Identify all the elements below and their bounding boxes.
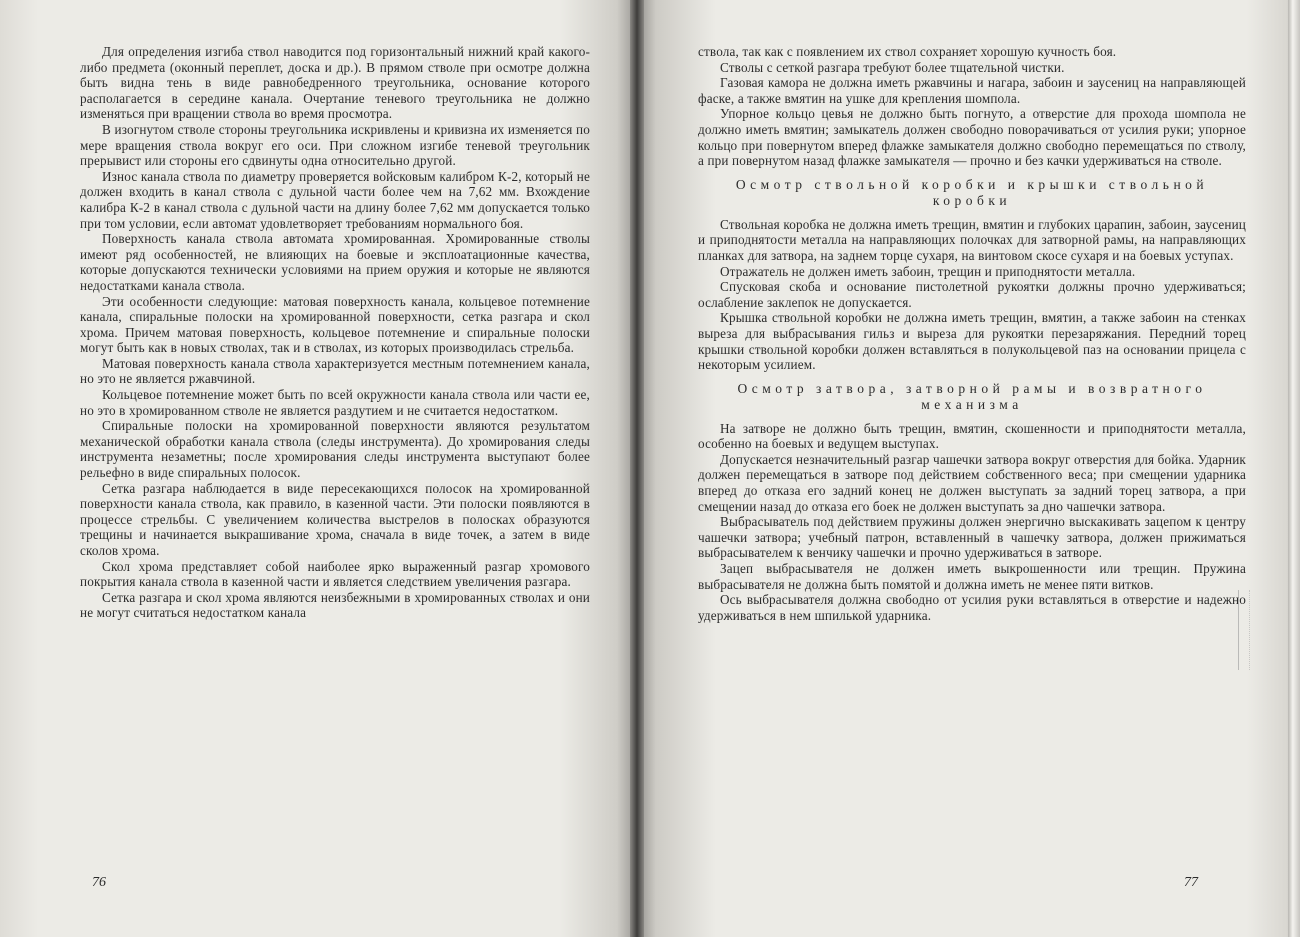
paragraph: Кольцевое потемнение может быть по всей окружности канала ствола или части ее, но это в хромированном стволе не является раздутием и не считается недостатком. (80, 387, 590, 418)
paragraph: Для определения изгиба ствол наводится под горизонтальный нижний край какого-либо предмета (оконный переплет, доска и др.). В прямом стволе при осмотре должна быть видна тень в виде равнобедренного треугольника, основание которого располагается в середине канала. Очертание теневого треугольника не должно изменяться при вращении ствола во время просмотра. (80, 44, 590, 122)
paragraph: Выбрасыватель под действием пружины должен энергично выскакивать зацепом к центру чашечки затвора; учебный патрон, вставленный в чашечку затвора, должен прижиматься выбрасывателем к венчику чашечки и прочно удерживаться в затворе. (698, 514, 1246, 561)
paragraph: Допускается незначительный разгар чашечки затвора вокруг отверстия для бойка. Ударник должен перемещаться в затворе под действием собственного веса; при смещении ударника вперед до отказа его задний конец не должен выступать за задний торец затвора, а при смещении назад до отказа его боек не должен выступать за дно чашечки затвора. (698, 451, 1246, 514)
margin-mark (1238, 590, 1250, 670)
paragraph: Сетка разгара наблюдается в виде пересекающихся полосок на хромированной поверхности канала ствола, как правило, в казенной части. Эти полоски появляются в процессе стрельбы. С увеличением количества выстрелов в полосках образуются трещины и начинается выкрашивание хрома, сначала в виде точек, а затем в виде сколов хрома. (80, 480, 590, 558)
paragraph: Эти особенности следующие: матовая поверхность канала, кольцевое потемнение канала, спиральные полоски на хромированной поверхности, сетка разгара и скол хрома. Причем матовая поверхность, кольцевое потемнение и спиральные полоски могут быть как в новых стволах, так и в стволах, из которых производилась стрельба. (80, 293, 590, 356)
paragraph: Матовая поверхность канала ствола характеризуется местным потемнением канала, но это не является ржавчиной. (80, 355, 590, 387)
paragraph: На затворе не должно быть трещин, вмятин, скошенности и приподнятости металла, особенно на боевых и ведущем выступах. (698, 420, 1246, 452)
left-page (0, 0, 636, 937)
paragraph: Скол хрома представляет собой наиболее ярко выраженный разгар хромового покрытия канала ствола в казенной части и является следствием увеличения разгара. (80, 558, 590, 590)
paragraph: Крышка ствольной коробки не должна иметь трещин, вмятин, а также забоин на стенках выреза для выбрасывания гильз и выреза для рукоятки перезаряжания. Передний торец крышки ствольной коробки должен вставляться в полукольцевой паз на основании прицела с некоторым усилием. (698, 310, 1246, 373)
paragraph: Поверхность канала ствола автомата хромированная. Хромированные стволы имеют ряд особенностей, не влияющих на боевые и эксплоатационные качества, которые допускаются технически условиями на прием оружия и которые не являются недостатками канала ствола. (80, 231, 590, 293)
paragraph: Ось выбрасывателя должна свободно от усилия руки вставляться в отверстие и надежно удерживаться в нем шпилькой ударника. (698, 592, 1246, 623)
paragraph: Спиральные полоски на хромированной поверхности являются результатом механической обработки канала ствола (следы инструмента). До хромирования следы инструмента незаметны; после хромирования следы инструмента выступают более рельефно в виде спиральных полосок. (80, 418, 590, 481)
page-number: 76 (92, 875, 106, 890)
right-page (636, 0, 1300, 937)
paragraph: Газовая камора не должна иметь ржавчины и нагара, забоин и заусениц на направляющей фаске, а также вмятин на ушке для крепления шомпола. (698, 75, 1246, 106)
paragraph: Упорное кольцо цевья не должно быть погнуто, а отверстие для прохода шомпола не должно иметь вмятин; замыкатель должен свободно поворачиваться от усилия руки; упорное кольцо при повернутом вперед флажке замыкателя должно свободно перемещаться по стволу, а при повернутом назад флажке замыкателя — прочно и без качки удерживаться на стволе. (698, 106, 1246, 169)
section-heading: Осмотр затвора, затворной рамы и возвратного механизма (737, 380, 1207, 412)
paragraph: Зацеп выбрасывателя не должен иметь выкрошенности или трещин. Пружина выбрасывателя не должна быть помятой и должна иметь не менее пяти витков. (698, 561, 1246, 592)
paragraph: Спусковая скоба и основание пистолетной рукоятки должны прочно удерживаться; ослабление заклепок не допускается. (698, 279, 1246, 310)
paragraph: Ствольная коробка не должна иметь трещин, вмятин и глубоких царапин, забоин, заусениц и приподнятости металла на направляющих полочках для затворной рамы, на направляющих планках для затвора, на заднем торце сухаря, на винтовом скосе сухаря и на боевых уступах. (698, 216, 1246, 263)
paragraph: Отражатель не должен иметь забоин, трещин и приподнятости металла. (720, 263, 1136, 279)
paragraph: В изогнутом стволе стороны треугольника искривлены и кривизна их изменяется по мере вращения ствола вокруг его оси. При сложном изгибе теневой треугольник прерывист или стороны его сдвинуты одна относительно другой. (80, 121, 590, 169)
book-spine (630, 0, 644, 937)
paragraph-continuation: ствола, так как с появлением их ствол сохраняет хорошую кучность боя. (698, 44, 1117, 59)
paragraph: Сетка разгара и скол хрома являются неизбежными в хромированных стволах и они не могут считаться недостатком канала (80, 589, 590, 621)
paragraph: Износ канала ствола по диаметру проверяется войсковым калибром К-2, который не должен входить в канал ствола с дульной части более чем на 7,62 мм. Вхождение калибра К-2 в канал ствола с дульной части на длину более 7,62 мм допускается только при том условии, если автомат удовлетворяет требованиям нормального боя. (80, 168, 590, 231)
page-number: 77 (1184, 875, 1198, 890)
paragraph: Стволы с сеткой разгара требуют более тщательной чистки. (720, 59, 1065, 75)
page-edge (1288, 0, 1300, 937)
section-heading: Осмотр ствольной коробки и крышки ствольной коробки (735, 176, 1209, 208)
left-page-text (80, 44, 590, 621)
right-page-text (698, 44, 1246, 623)
